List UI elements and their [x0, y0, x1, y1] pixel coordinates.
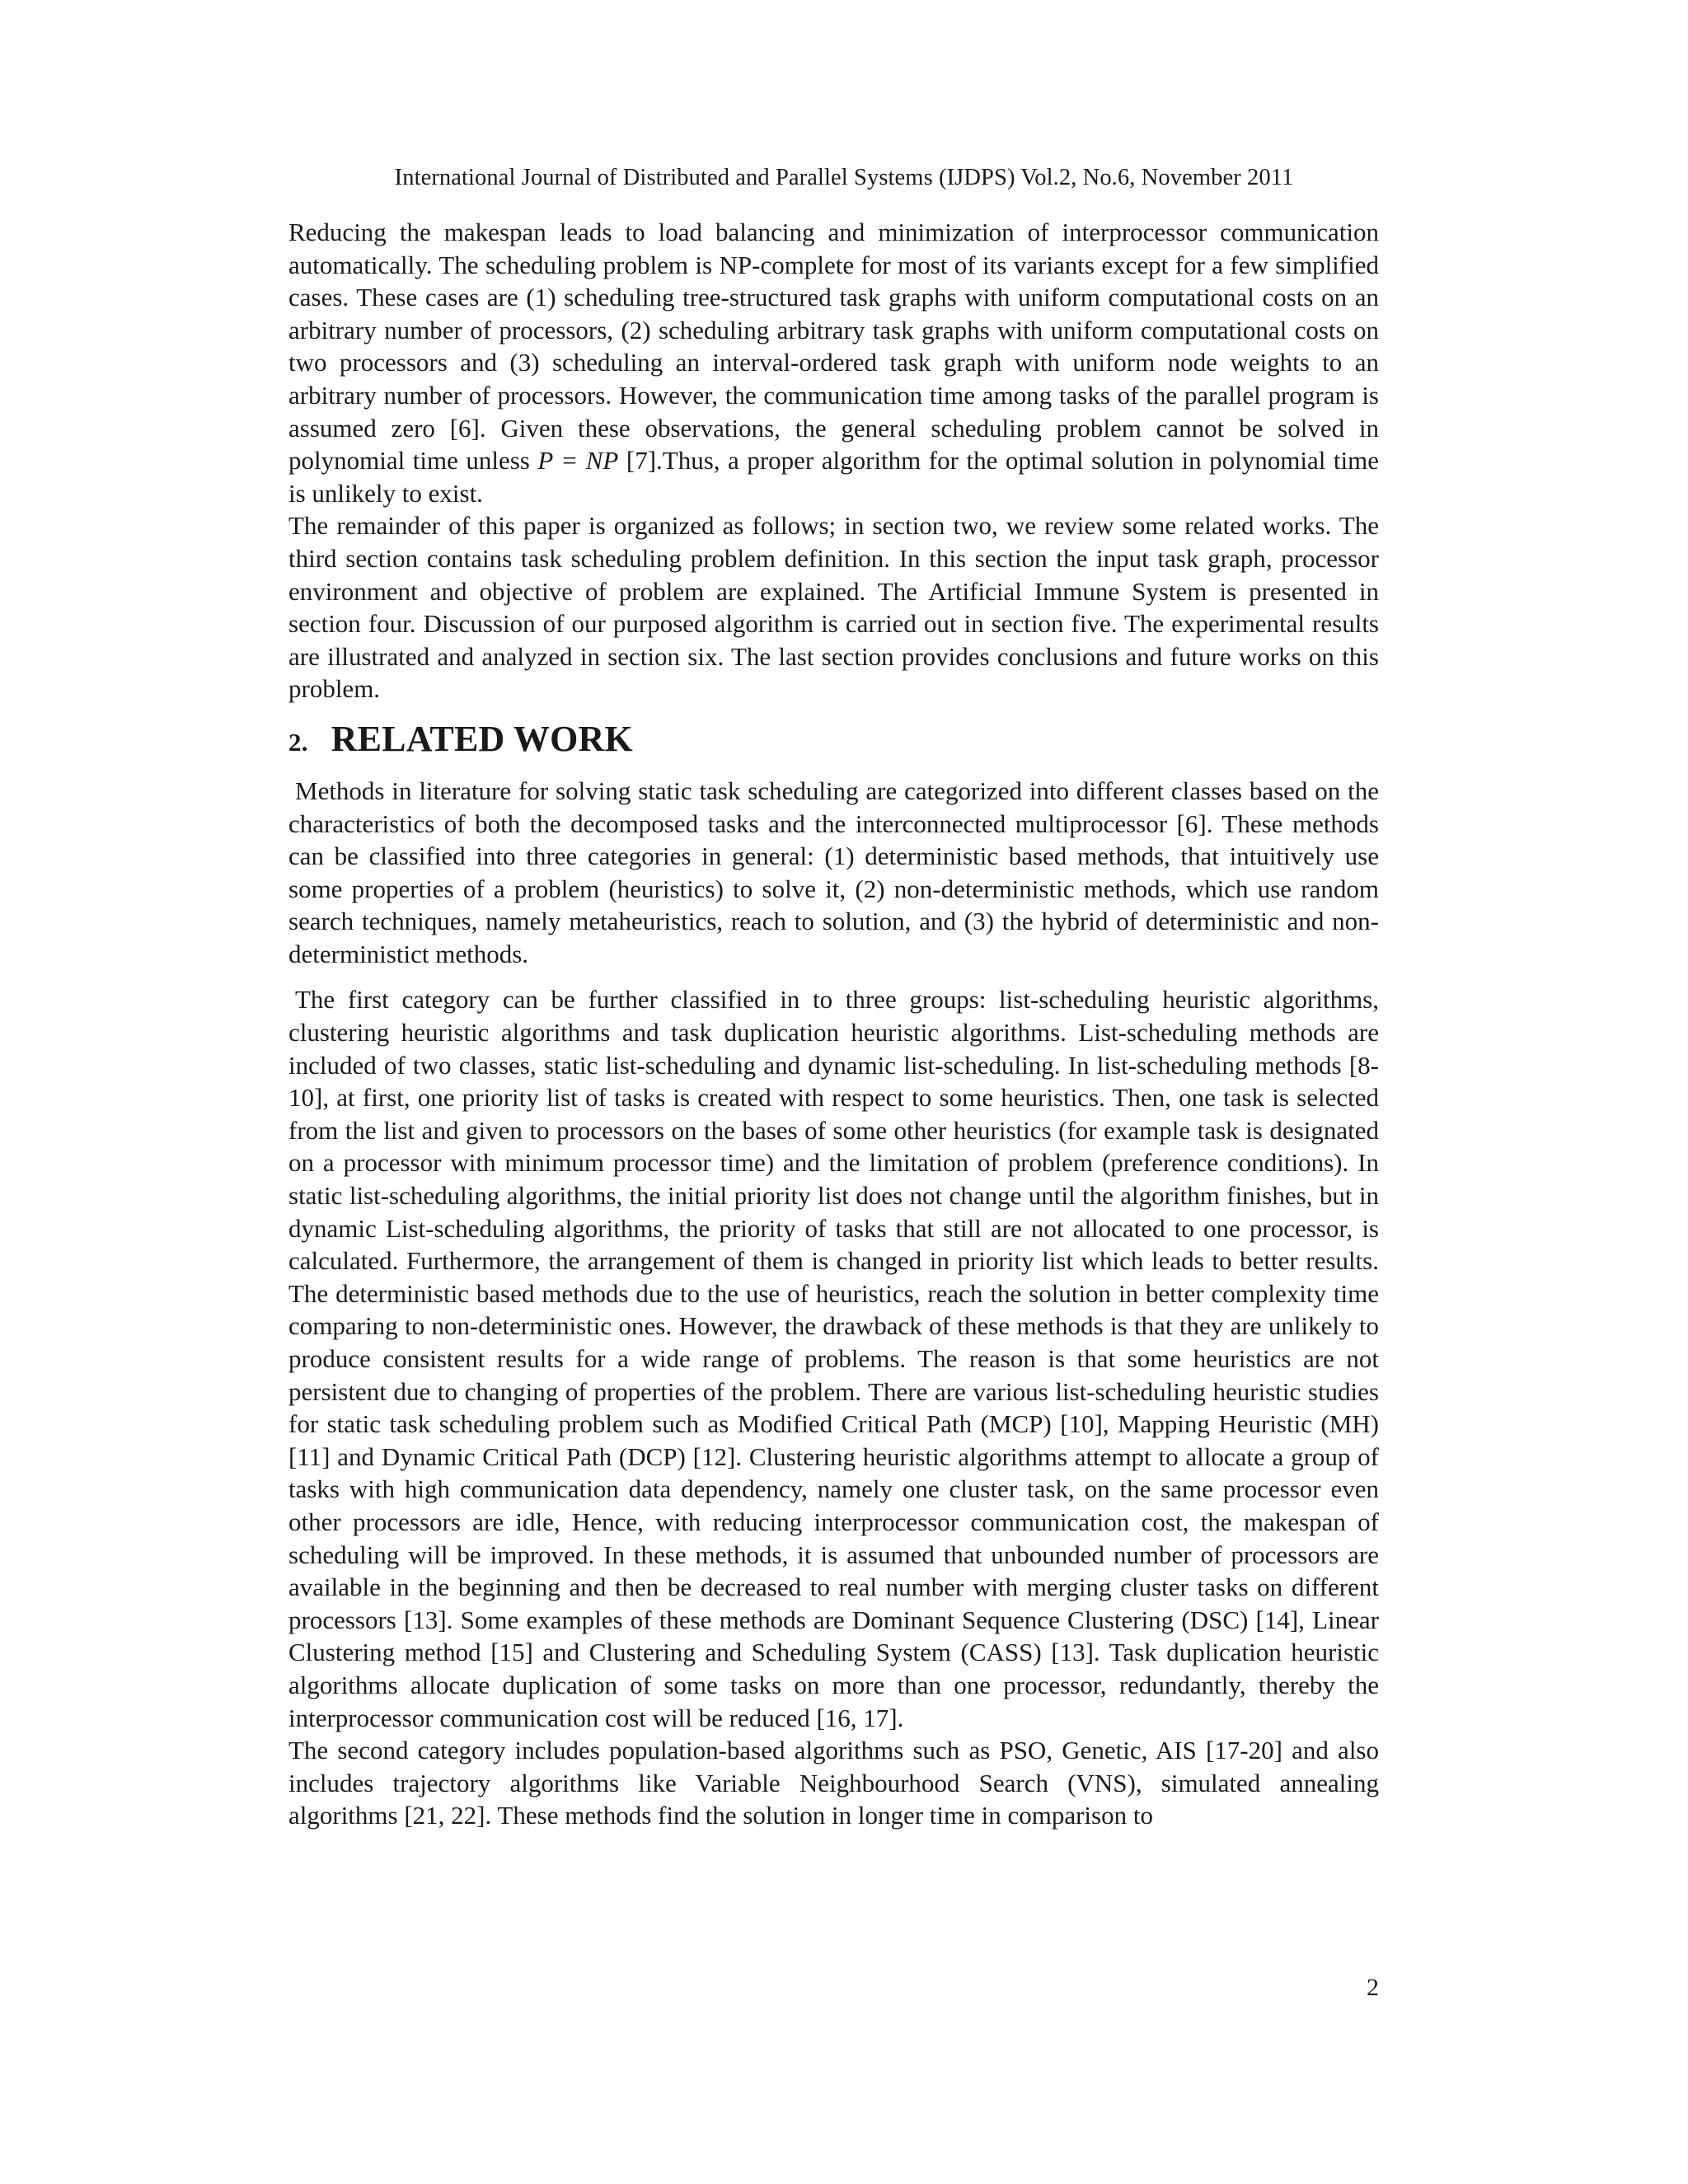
body-text [288, 216, 1379, 1832]
section-heading-related-work [288, 715, 1379, 766]
intro-paragraph-1-text: Reducing the makespan leads to load balancing and minimization of interprocessor communication automatically. The scheduling problem is NP-complete for most of its variants except for a few simplified cases. These cases are (1) scheduling tree-structured task graphs with uniform computational costs on an arbitrary number of processors, (2) scheduling arbitrary task graphs with uniform computational costs on two processors and (3) scheduling an interval-ordered task graph with uniform node weights to an arbitrary number of processors. However, the communication time among tasks of the parallel program is assumed zero [6]. Given these observations, the general scheduling problem cannot be solved in polynomial time unless [288, 218, 1379, 476]
intro-paragraph-1-tail: [7].Thus, a proper algorithm for the optimal solution in polynomial time is unlikely to exist. [288, 446, 1379, 508]
intro-paragraph-1 [288, 216, 1379, 509]
p-equals-np-math: P = NP [537, 446, 619, 476]
section-title: RELATED WORK [331, 718, 633, 759]
page-number: 2 [1367, 1974, 1379, 2001]
section-number: 2. [288, 727, 308, 757]
running-header: International Journal of Distributed and Parallel Systems (IJDPS) Vol.2, No.6, November 2011 [394, 165, 1294, 190]
intro-paragraph-2: The remainder of this paper is organized as follows; in section two, we review some related works. The third section contains task scheduling problem definition. In this section the input task graph, processor environment and objective of problem are explained. The Artificial Immune System is presented in section four. Discussion of our purposed algorithm is carried out in section five. The experimental results are illustrated and analyzed in section six. The last section provides conclusions and future works on this problem. [288, 511, 1379, 704]
related-work-paragraph-2: The first category can be further classified in to three groups: list-scheduling heuristic algorithms, clustering heuristic algorithms and task duplication heuristic algorithms. List-scheduling methods are included of two classes, static list-scheduling and dynamic list-scheduling. In list-scheduling methods [8-10], at first, one priority list of tasks is created with respect to some heuristics. Then, one task is selected from the list and given to processors on the bases of some other heuristics (for example task is designated on a processor with minimum processor time) and the limitation of problem (preference conditions). In static list-scheduling algorithms, the initial priority list does not change until the algorithm finishes, but in dynamic List-scheduling algorithms, the priority of tasks that still are not allocated to one processor, is calculated. Furthermore, the arrangement of them is changed in priority list which leads to better results. The deterministic based methods due to the use of heuristics, reach the solution in better complexity time comparing to non-deterministic ones. However, the drawback of these methods is that they are unlikely to produce consistent results for a wide range of problems. The reason is that some heuristics are not persistent due to changing of properties of the problem. There are various list-scheduling heuristic studies for static task scheduling problem such as Modified Critical Path (MCP) [10], Mapping Heuristic (MH) [11] and Dynamic Critical Path (DCP) [12]. Clustering heuristic algorithms attempt to allocate a group of tasks with high communication data dependency, namely one cluster task, on the same processor even other processors are idle, Hence, with reducing interprocessor communication cost, the makespan of scheduling will be improved. In these methods, it is assumed that unbounded number of processors are available in the beginning and then be decreased to real number with merging cluster tasks on different processors [13]. Some examples of these methods are Dominant Sequence Clustering (DSC) [14], Linear Clustering method [15] and Clustering and Scheduling System (CASS) [13]. Task duplication heuristic algorithms allocate duplication of some tasks on more than one processor, redundantly, thereby the interprocessor communication cost will be reduced [16, 17]. [288, 985, 1379, 1732]
related-work-paragraph-1: Methods in literature for solving static task scheduling are categorized into different classes based on the characteristics of both the decomposed tasks and the interconnected multiprocessor [6]. These methods can be classified into three categories in general: (1) deterministic based methods, that intuitively use some properties of a problem (heuristics) to solve it, (2) non-deterministic methods, which use random search techniques, namely metaheuristics, reach to solution, and (3) the hybrid of deterministic and non-deterministict methods. [288, 776, 1379, 968]
related-work-paragraph-3: The second category includes population-based algorithms such as PSO, Genetic, AIS [17-20] and also includes trajectory algorithms like Variable Neighbourhood Search (VNS), simulated annealing algorithms [21, 22]. These methods find the solution in longer time in comparison to [288, 1736, 1379, 1830]
